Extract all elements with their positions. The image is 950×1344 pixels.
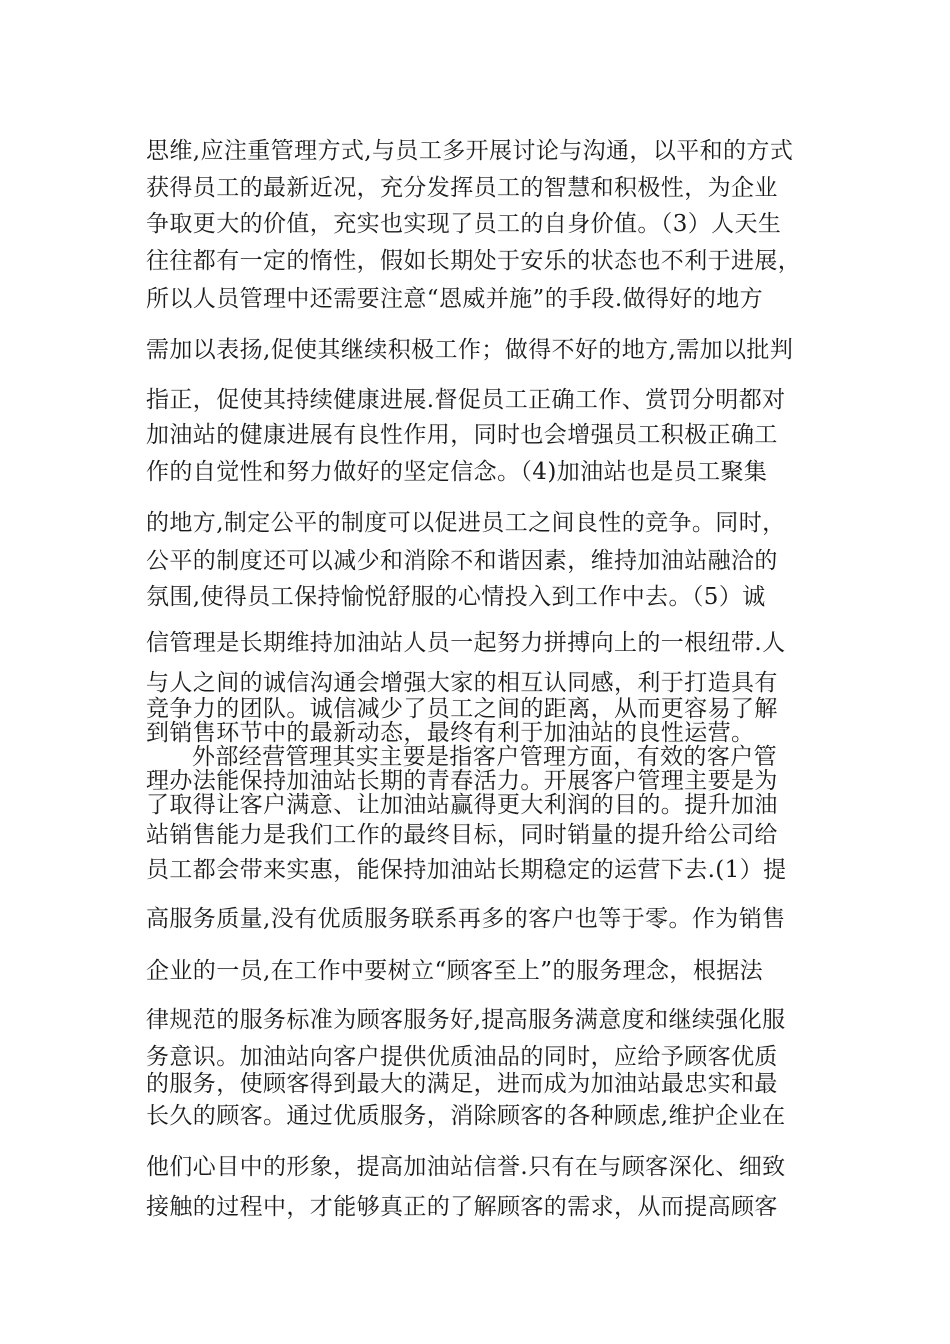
paragraph-first-line: 外部经营管理其实主要是指客户管理方面，有效的客户管	[192, 744, 777, 770]
text-line: 往往都有一定的惰性，假如长期处于安乐的状态也不利于进展，	[146, 248, 802, 274]
text-line: 长久的顾客。通过优质服务，消除顾客的各种顾虑,维护企业在	[146, 1103, 786, 1129]
text-line: 理办法能保持加油站长期的青春活力。开展客户管理主要是为	[146, 768, 778, 794]
text-line: 氛围,使得员工保持愉悦舒服的心情投入到工作中去。（5）诚	[146, 584, 766, 610]
text-line: 指正，促使其持续健康进展.督促员工正确工作、赏罚分明都对	[146, 387, 786, 413]
text-line: 获得员工的最新近况，充分发挥员工的智慧和积极性，为企业	[146, 175, 778, 201]
text-line: 公平的制度还可以减少和消除不和谐因素，维持加油站融洽的	[146, 548, 778, 574]
text-line: 律规范的服务标准为顾客服务好,提高服务满意度和继续强化服	[146, 1007, 786, 1033]
text-line: 加油站的健康进展有良性作用，同时也会增强员工积极正确工	[146, 422, 778, 448]
text-line: 的地方,制定公平的制度可以促进员工之间良性的竞争。同时，	[146, 510, 786, 536]
text-line: 务意识。加油站向客户提供优质油品的同时，应给予顾客优质	[146, 1044, 778, 1070]
text-line: 站销售能力是我们工作的最终目标，同时销量的提升给公司给	[146, 822, 778, 848]
text-line: 企业的一员,在工作中要树立“顾客至上”的服务理念，根据法	[146, 958, 764, 984]
text-line: 思维,应注重管理方式,与员工多开展讨论与沟通，以平和的方式	[146, 138, 794, 164]
text-line: 接触的过程中，才能够真正的了解顾客的需求，从而提高顾客	[146, 1194, 778, 1220]
text-line: 员工都会带来实惠，能保持加油站长期稳定的运营下去.(1）提	[146, 857, 787, 883]
text-line: 争取更大的价值，充实也实现了员工的自身价值。（3）人天生	[146, 211, 782, 237]
text-line: 他们心目中的形象，提高加油站信誉.只有在与顾客深化、细致	[146, 1154, 786, 1180]
text-line: 了取得让客户满意、让加油站赢得更大利润的目的。提升加油	[146, 792, 778, 818]
text-line: 高服务质量,没有优质服务联系再多的客户也等于零。作为销售	[146, 906, 786, 932]
text-line: 需加以表扬,促使其继续积极工作；做得不好的地方,需加以批判	[146, 337, 794, 363]
text-line: 与人之间的诚信沟通会增强大家的相互认同感，利于打造具有	[146, 670, 778, 696]
text-line: 作的自觉性和努力做好的坚定信念。（4)加油站也是员工聚集	[146, 459, 768, 485]
text-line: 的服务，使顾客得到最大的满足，进而成为加油站最忠实和最	[146, 1071, 778, 1097]
text-line: 竞争力的团队。诚信减少了员工之间的距离，从而更容易了解	[146, 696, 778, 722]
text-line: 信管理是长期维持加油站人员一起努力拼搏向上的一根纽带.人	[146, 630, 786, 656]
text-line: 所以人员管理中还需要注意“恩威并施”的手段.做得好的地方	[146, 286, 764, 312]
text-line: 到销售环节中的最新动态，最终有利于加油站的良性运营。	[146, 720, 755, 746]
